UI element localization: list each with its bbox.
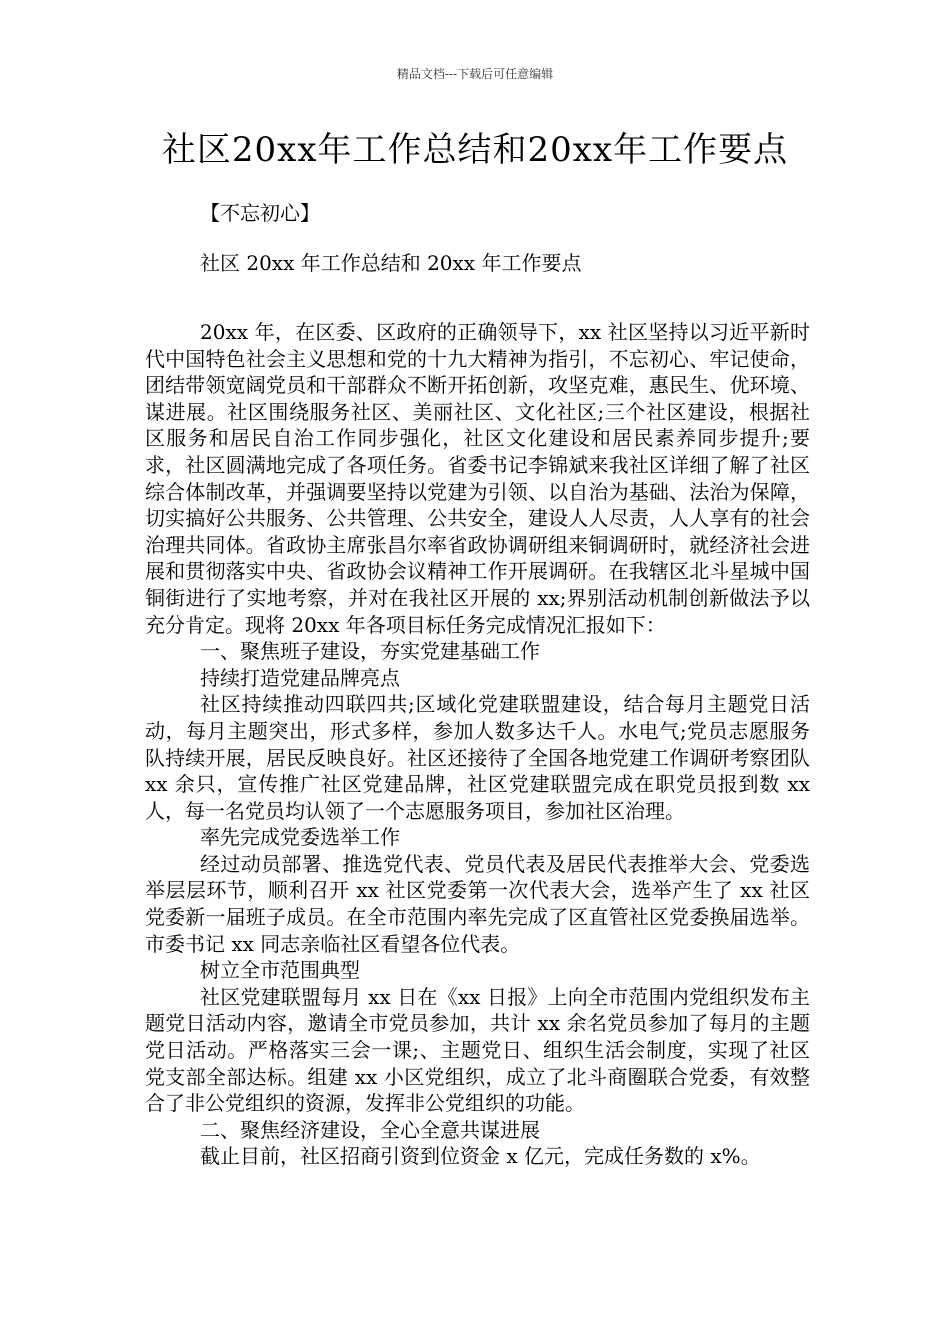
section-heading-1: 一、聚焦班子建设，夯实党建基础工作: [200, 639, 540, 664]
document-body: [145, 319, 810, 1170]
paragraph-model: 社区党建联盟每月 xx 日在《xx 日报》上向全市范围内党组织发布主题党日活动内容，邀请全市党员参加，共计 xx 余名党员参加了每月的主题党日活动。严格落实三会一课;、主题党日、组织生活会制度，实现了社区党支部全部达标。组建 xx 小区党组织，成立了北斗商圈联合党委，有效整合了非公党组织的资源，发挥非公党组织的功能。: [145, 984, 810, 1116]
paragraph-brand: 社区持续推动四联四共;区域化党建联盟建设，结合每月主题党日活动，每月主题突出，形式多样，参加人数多达千人。水电气;党员志愿服务队持续开展，居民反映良好。社区还接待了全国各地党建工作调研考察团队 xx 余只，宣传推广社区党建品牌，社区党建联盟完成在职党员报到数 xx 人，每一名党员均认领了一个志愿服务项目，参加社区治理。: [145, 692, 810, 823]
section-heading-2: 二、聚焦经济建设，全心全意共谋进展: [200, 1117, 540, 1142]
page-header: 精品文档---下载后可任意编辑: [396, 67, 554, 81]
document-subtitle: 社区 20xx 年工作总结和 20xx 年工作要点: [200, 251, 582, 275]
paragraph-intro: 20xx 年，在区委、区政府的正确领导下，xx 社区坚持以习近平新时代中国特色社会主义思想和党的十九大精神为指引，不忘初心、牢记使命，团结带领宽阔党员和干部群众不断开拓创新，攻坚克难，惠民生、优环境、谋进展。社区围绕服务社区、美丽社区、文化社区;三个社区建设，根据社区服务和居民自治工作同步强化，社区文化建设和居民素养同步提升;要求，社区圆满地完成了各项任务。省委书记李锦斌来我社区详细了解了社区综合体制改革，并强调要坚持以党建为引领、以自治为基础、法治为保障，切实搞好公共服务、公共管理、公共安全，建设人人尽责，人人享有的社会治理共同体。省政协主席张昌尔率省政协调研组来铜调研时，就经济社会进展和贯彻落实中央、省政协会议精神工作开展调研。在我辖区北斗星城中国铜街进行了实地考察，并对在我社区开展的 xx;界别活动机制创新做法予以充分肯定。现将 20xx 年各项目标任务完成情况汇报如下：: [145, 320, 810, 637]
subsection-heading-election: 率先完成党委选举工作: [200, 825, 400, 850]
subsection-heading-model: 树立全市范围典型: [200, 958, 360, 983]
paragraph-election: 经过动员部署、推选党代表、党员代表及居民代表推举大会、党委选举层层环节，顺利召开 xx 社区党委第一次代表大会，选举产生了 xx 社区党委新一届班子成员。在全市范围内率先完成了区直管社区党委换届选举。市委书记 xx 同志亲临社区看望各位代表。: [145, 851, 810, 956]
paragraph-investment: 截止目前，社区招商引资到位资金 x 亿元，完成任务数的 x%。: [200, 1144, 761, 1169]
subsection-heading-brand: 持续打造党建品牌亮点: [200, 665, 400, 690]
document-title: 社区20xx年工作总结和20xx年工作要点: [161, 130, 789, 170]
document-tag: 【不忘初心】: [200, 201, 320, 225]
